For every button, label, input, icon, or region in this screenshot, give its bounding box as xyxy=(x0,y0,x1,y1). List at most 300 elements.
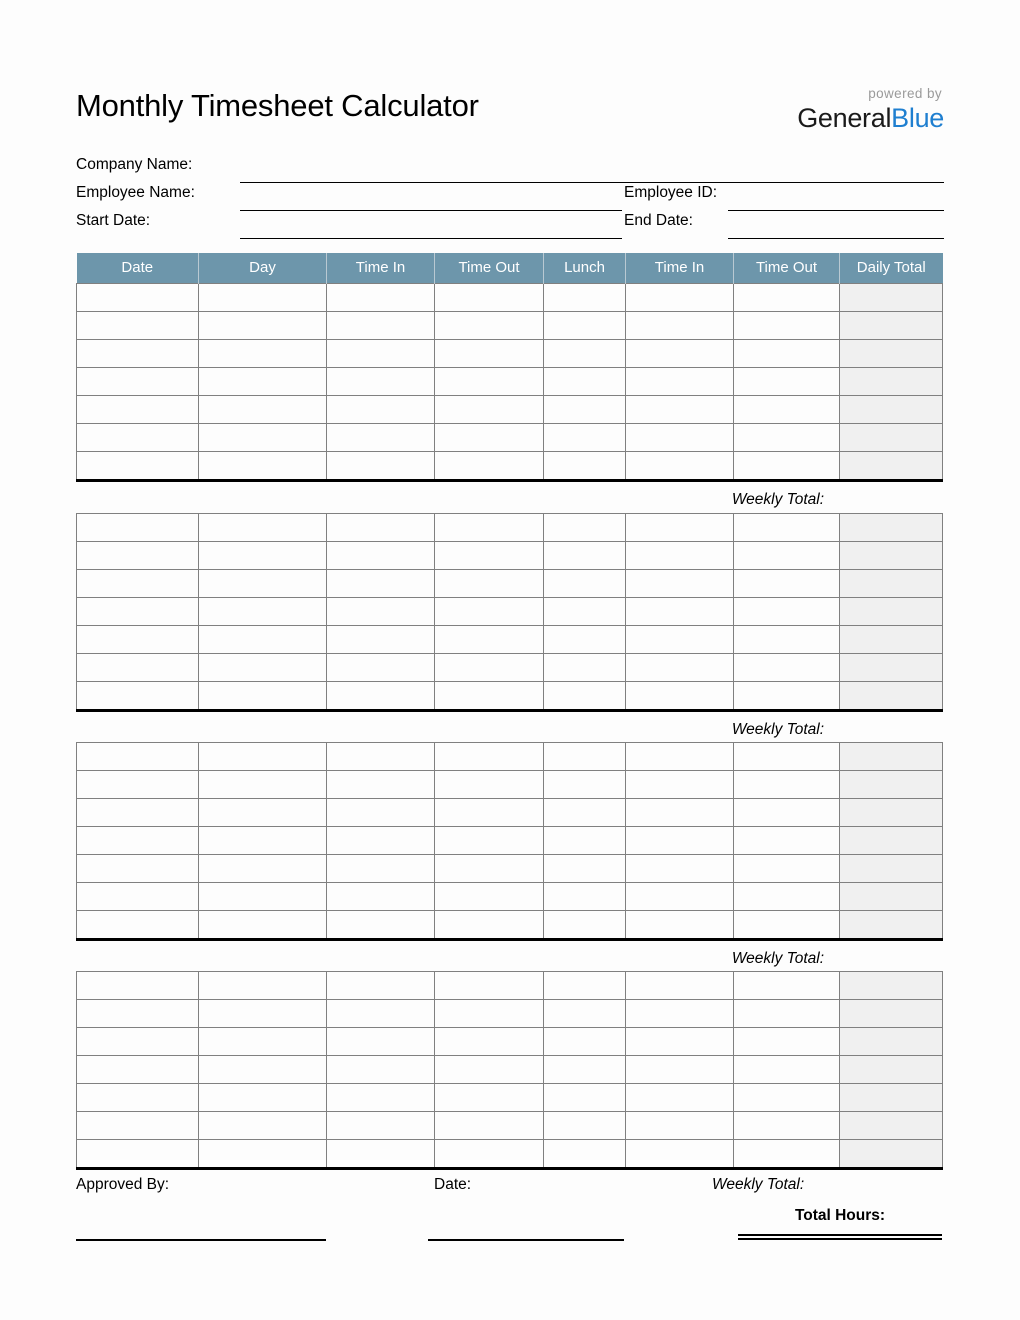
cell-time-in[interactable] xyxy=(327,452,435,481)
cell-lunch[interactable] xyxy=(544,682,626,711)
cell-time-in[interactable] xyxy=(327,682,435,711)
column-header-time-in-5: Time In xyxy=(626,253,734,284)
brand-logo xyxy=(797,87,944,132)
table-body-4 xyxy=(77,972,943,1169)
cell-lunch[interactable] xyxy=(544,452,626,481)
cell-time-in[interactable] xyxy=(626,1056,734,1084)
table-body-2 xyxy=(77,514,943,711)
cell-time-out[interactable] xyxy=(734,911,840,940)
cell-time-out[interactable] xyxy=(734,570,840,598)
cell-day[interactable] xyxy=(199,682,327,711)
cell-lunch[interactable] xyxy=(544,743,626,771)
cell-time-out[interactable] xyxy=(435,654,544,682)
cell-time-out[interactable] xyxy=(435,340,544,368)
cell-time-out[interactable] xyxy=(435,284,544,312)
cell-day[interactable] xyxy=(199,883,327,911)
cell-time-in[interactable] xyxy=(626,1000,734,1028)
table-row xyxy=(77,396,943,424)
cell-lunch[interactable] xyxy=(544,855,626,883)
cell-date[interactable] xyxy=(77,1056,199,1084)
cell-time-in[interactable] xyxy=(327,799,435,827)
table-row xyxy=(77,424,943,452)
cell-time-in[interactable] xyxy=(626,682,734,711)
cell-time-in[interactable] xyxy=(327,284,435,312)
cell-time-in[interactable] xyxy=(327,771,435,799)
weekly-total-2: Weekly Total: xyxy=(731,721,824,738)
cell-time-in[interactable] xyxy=(626,452,734,481)
cell-time-in[interactable] xyxy=(626,424,734,452)
cell-time-out[interactable] xyxy=(734,424,840,452)
table-row xyxy=(77,1056,943,1084)
table-header-row xyxy=(77,253,943,284)
cell-time-out[interactable] xyxy=(435,312,544,340)
cell-time-out[interactable] xyxy=(435,514,544,542)
cell-time-in[interactable] xyxy=(626,654,734,682)
cell-time-in[interactable] xyxy=(626,743,734,771)
cell-daily-total[interactable] xyxy=(840,855,943,883)
cell-time-in[interactable] xyxy=(626,911,734,940)
cell-time-in[interactable] xyxy=(626,542,734,570)
cell-time-in[interactable] xyxy=(626,771,734,799)
employee-name-label: Employee Name: xyxy=(76,184,195,201)
cell-date[interactable] xyxy=(77,911,199,940)
cell-daily-total[interactable] xyxy=(840,1084,943,1112)
cell-lunch[interactable] xyxy=(544,911,626,940)
brand-name-general: General xyxy=(797,102,892,133)
table-row xyxy=(77,368,943,396)
cell-lunch[interactable] xyxy=(544,883,626,911)
column-header-time-out-3: Time Out xyxy=(435,253,544,284)
cell-time-in[interactable] xyxy=(327,542,435,570)
cell-lunch[interactable] xyxy=(544,570,626,598)
cell-date[interactable] xyxy=(77,368,199,396)
cell-lunch[interactable] xyxy=(544,514,626,542)
timesheet-table-1 xyxy=(76,253,943,482)
cell-date[interactable] xyxy=(77,284,199,312)
cell-time-out[interactable] xyxy=(734,312,840,340)
cell-day[interactable] xyxy=(199,340,327,368)
page-title: Monthly Timesheet Calculator xyxy=(76,88,479,123)
cell-time-in[interactable] xyxy=(327,312,435,340)
cell-time-in[interactable] xyxy=(626,368,734,396)
cell-time-out[interactable] xyxy=(734,682,840,711)
cell-daily-total[interactable] xyxy=(840,827,943,855)
cell-time-out[interactable] xyxy=(435,396,544,424)
cell-daily-total[interactable] xyxy=(840,424,943,452)
end-date-input[interactable] xyxy=(728,238,944,239)
cell-day[interactable] xyxy=(199,312,327,340)
cell-time-in[interactable] xyxy=(327,626,435,654)
footer-weekly-total-label: Weekly Total: xyxy=(712,1176,805,1193)
cell-date[interactable] xyxy=(77,312,199,340)
cell-date[interactable] xyxy=(77,542,199,570)
cell-time-out[interactable] xyxy=(734,972,840,1000)
cell-time-out[interactable] xyxy=(734,1140,840,1169)
cell-time-out[interactable] xyxy=(734,452,840,481)
cell-daily-total[interactable] xyxy=(840,340,943,368)
cell-date[interactable] xyxy=(77,743,199,771)
cell-lunch[interactable] xyxy=(544,424,626,452)
column-header-daily-total-7: Daily Total xyxy=(840,253,943,284)
cell-daily-total[interactable] xyxy=(840,570,943,598)
timesheet-block-2 xyxy=(76,513,942,712)
approved-by-label: Approved By: xyxy=(76,1176,170,1193)
weekly-total-3: Weekly Total: xyxy=(731,950,824,967)
table-row xyxy=(77,340,943,368)
cell-daily-total[interactable] xyxy=(840,771,943,799)
table-row xyxy=(77,883,943,911)
table-row xyxy=(77,626,943,654)
cell-daily-total[interactable] xyxy=(840,368,943,396)
cell-day[interactable] xyxy=(199,514,327,542)
cell-time-out[interactable] xyxy=(734,799,840,827)
timesheet-block-3 xyxy=(76,742,942,941)
cell-time-out[interactable] xyxy=(734,883,840,911)
column-header-day-1: Day xyxy=(199,253,327,284)
cell-lunch[interactable] xyxy=(544,1140,626,1169)
cell-time-out[interactable] xyxy=(734,396,840,424)
cell-time-out[interactable] xyxy=(435,1140,544,1169)
cell-day[interactable] xyxy=(199,396,327,424)
table-row xyxy=(77,855,943,883)
cell-time-in[interactable] xyxy=(626,1028,734,1056)
cell-time-in[interactable] xyxy=(327,598,435,626)
cell-date[interactable] xyxy=(77,514,199,542)
cell-date[interactable] xyxy=(77,598,199,626)
cell-daily-total[interactable] xyxy=(840,1056,943,1084)
table-row xyxy=(77,827,943,855)
cell-daily-total[interactable] xyxy=(840,598,943,626)
cell-date[interactable] xyxy=(77,682,199,711)
cell-time-in[interactable] xyxy=(327,1140,435,1169)
footer-date-line[interactable] xyxy=(428,1239,624,1241)
timesheet-block-1 xyxy=(76,253,942,482)
cell-time-in[interactable] xyxy=(327,1084,435,1112)
weekly-total-1: Weekly Total: xyxy=(731,491,824,508)
cell-day[interactable] xyxy=(199,424,327,452)
table-row xyxy=(77,654,943,682)
cell-time-in[interactable] xyxy=(626,396,734,424)
cell-lunch[interactable] xyxy=(544,626,626,654)
cell-time-in[interactable] xyxy=(327,911,435,940)
cell-lunch[interactable] xyxy=(544,284,626,312)
table-row xyxy=(77,1112,943,1140)
table-row xyxy=(77,284,943,312)
cell-day[interactable] xyxy=(199,743,327,771)
cell-time-out[interactable] xyxy=(734,1000,840,1028)
brand-name xyxy=(797,102,944,133)
cell-time-out[interactable] xyxy=(435,598,544,626)
cell-time-in[interactable] xyxy=(626,1084,734,1112)
timesheet-table-4 xyxy=(76,971,943,1170)
cell-date[interactable] xyxy=(77,1140,199,1169)
cell-lunch[interactable] xyxy=(544,799,626,827)
cell-time-out[interactable] xyxy=(435,1056,544,1084)
cell-daily-total[interactable] xyxy=(840,1028,943,1056)
cell-time-out[interactable] xyxy=(734,855,840,883)
cell-time-in[interactable] xyxy=(327,827,435,855)
employee-id-label: Employee ID: xyxy=(624,184,718,201)
cell-day[interactable] xyxy=(199,855,327,883)
cell-lunch[interactable] xyxy=(544,771,626,799)
cell-time-in[interactable] xyxy=(327,654,435,682)
cell-lunch[interactable] xyxy=(544,1056,626,1084)
cell-daily-total[interactable] xyxy=(840,312,943,340)
cell-day[interactable] xyxy=(199,972,327,1000)
table-row xyxy=(77,743,943,771)
cell-time-in[interactable] xyxy=(327,1028,435,1056)
document-footer xyxy=(76,1176,942,1246)
cell-daily-total[interactable] xyxy=(840,799,943,827)
cell-day[interactable] xyxy=(199,911,327,940)
cell-date[interactable] xyxy=(77,452,199,481)
cell-day[interactable] xyxy=(199,570,327,598)
cell-time-in[interactable] xyxy=(626,827,734,855)
cell-time-in[interactable] xyxy=(327,396,435,424)
cell-time-out[interactable] xyxy=(435,799,544,827)
cell-date[interactable] xyxy=(77,570,199,598)
cell-time-out[interactable] xyxy=(734,1056,840,1084)
cell-daily-total[interactable] xyxy=(840,626,943,654)
cell-lunch[interactable] xyxy=(544,1000,626,1028)
cell-time-out[interactable] xyxy=(435,1112,544,1140)
cell-date[interactable] xyxy=(77,799,199,827)
cell-time-out[interactable] xyxy=(435,570,544,598)
cell-time-out[interactable] xyxy=(435,883,544,911)
cell-time-out[interactable] xyxy=(435,827,544,855)
cell-time-in[interactable] xyxy=(626,284,734,312)
cell-time-out[interactable] xyxy=(734,542,840,570)
cell-time-out[interactable] xyxy=(435,972,544,1000)
cell-time-out[interactable] xyxy=(734,827,840,855)
cell-time-in[interactable] xyxy=(327,1056,435,1084)
cell-time-in[interactable] xyxy=(626,626,734,654)
start-date-label: Start Date: xyxy=(76,212,151,229)
timesheet-table-2 xyxy=(76,513,943,712)
cell-daily-total[interactable] xyxy=(840,972,943,1000)
cell-lunch[interactable] xyxy=(544,1028,626,1056)
cell-time-out[interactable] xyxy=(734,1112,840,1140)
table-row xyxy=(77,598,943,626)
cell-daily-total[interactable] xyxy=(840,911,943,940)
cell-time-in[interactable] xyxy=(327,368,435,396)
cell-time-out[interactable] xyxy=(734,514,840,542)
cell-time-out[interactable] xyxy=(734,340,840,368)
cell-lunch[interactable] xyxy=(544,340,626,368)
cell-date[interactable] xyxy=(77,626,199,654)
cell-time-in[interactable] xyxy=(626,855,734,883)
cell-date[interactable] xyxy=(77,1112,199,1140)
cell-time-out[interactable] xyxy=(734,598,840,626)
cell-day[interactable] xyxy=(199,1140,327,1169)
cell-time-in[interactable] xyxy=(327,855,435,883)
cell-date[interactable] xyxy=(77,972,199,1000)
cell-time-out[interactable] xyxy=(734,771,840,799)
cell-time-out[interactable] xyxy=(734,743,840,771)
cell-time-out[interactable] xyxy=(734,284,840,312)
cell-daily-total[interactable] xyxy=(840,1112,943,1140)
employee-name-input[interactable] xyxy=(240,210,622,211)
cell-date[interactable] xyxy=(77,424,199,452)
cell-lunch[interactable] xyxy=(544,972,626,1000)
cell-day[interactable] xyxy=(199,1084,327,1112)
table-row xyxy=(77,1000,943,1028)
employee-name-row xyxy=(76,184,944,212)
approved-by-signature-line[interactable] xyxy=(76,1239,326,1241)
cell-time-out[interactable] xyxy=(435,542,544,570)
cell-daily-total[interactable] xyxy=(840,284,943,312)
cell-date[interactable] xyxy=(77,654,199,682)
table-row xyxy=(77,312,943,340)
column-header-date-0: Date xyxy=(77,253,199,284)
cell-date[interactable] xyxy=(77,827,199,855)
table-row xyxy=(77,972,943,1000)
cell-date[interactable] xyxy=(77,396,199,424)
cell-time-in[interactable] xyxy=(626,972,734,1000)
cell-time-out[interactable] xyxy=(734,654,840,682)
timesheet-table-3 xyxy=(76,742,943,941)
cell-time-in[interactable] xyxy=(327,514,435,542)
cell-lunch[interactable] xyxy=(544,654,626,682)
table-row xyxy=(77,771,943,799)
cell-daily-total[interactable] xyxy=(840,1000,943,1028)
cell-time-in[interactable] xyxy=(327,883,435,911)
table-row xyxy=(77,1140,943,1169)
cell-day[interactable] xyxy=(199,452,327,481)
cell-lunch[interactable] xyxy=(544,542,626,570)
cell-daily-total[interactable] xyxy=(840,452,943,481)
cell-time-in[interactable] xyxy=(626,340,734,368)
cell-time-in[interactable] xyxy=(626,598,734,626)
employee-id-input[interactable] xyxy=(728,210,944,211)
cell-time-out[interactable] xyxy=(734,626,840,654)
table-body-1 xyxy=(77,284,943,481)
cell-time-in[interactable] xyxy=(327,424,435,452)
cell-time-in[interactable] xyxy=(327,340,435,368)
form-fields xyxy=(76,156,944,238)
cell-date[interactable] xyxy=(77,1084,199,1112)
cell-date[interactable] xyxy=(77,883,199,911)
table-row xyxy=(77,799,943,827)
cell-date[interactable] xyxy=(77,1000,199,1028)
column-header-time-in-2: Time In xyxy=(327,253,435,284)
cell-time-out[interactable] xyxy=(734,368,840,396)
cell-daily-total[interactable] xyxy=(840,1140,943,1169)
cell-time-out[interactable] xyxy=(435,1028,544,1056)
brand-name-blue: Blue xyxy=(891,102,944,133)
cell-day[interactable] xyxy=(199,771,327,799)
cell-time-in[interactable] xyxy=(327,1112,435,1140)
start-date-row xyxy=(76,212,944,240)
cell-daily-total[interactable] xyxy=(840,514,943,542)
table-row xyxy=(77,911,943,940)
cell-time-out[interactable] xyxy=(435,911,544,940)
cell-lunch[interactable] xyxy=(544,1112,626,1140)
cell-day[interactable] xyxy=(199,654,327,682)
cell-time-out[interactable] xyxy=(435,855,544,883)
cell-lunch[interactable] xyxy=(544,827,626,855)
cell-time-in[interactable] xyxy=(327,570,435,598)
cell-daily-total[interactable] xyxy=(840,396,943,424)
cell-lunch[interactable] xyxy=(544,598,626,626)
cell-time-in[interactable] xyxy=(626,514,734,542)
table-row xyxy=(77,570,943,598)
cell-time-out[interactable] xyxy=(435,771,544,799)
company-name-input[interactable] xyxy=(240,182,944,183)
cell-lunch[interactable] xyxy=(544,312,626,340)
cell-lunch[interactable] xyxy=(544,1084,626,1112)
cell-time-out[interactable] xyxy=(435,626,544,654)
cell-day[interactable] xyxy=(199,1000,327,1028)
cell-time-in[interactable] xyxy=(626,799,734,827)
cell-time-out[interactable] xyxy=(435,452,544,481)
cell-day[interactable] xyxy=(199,1056,327,1084)
end-date-label: End Date: xyxy=(624,212,693,229)
cell-date[interactable] xyxy=(77,340,199,368)
cell-time-in[interactable] xyxy=(626,1140,734,1169)
cell-day[interactable] xyxy=(199,827,327,855)
cell-time-out[interactable] xyxy=(435,368,544,396)
cell-time-out[interactable] xyxy=(435,682,544,711)
table-header xyxy=(77,253,943,284)
company-name-row xyxy=(76,156,944,184)
cell-time-out[interactable] xyxy=(435,1000,544,1028)
cell-daily-total[interactable] xyxy=(840,542,943,570)
table-row xyxy=(77,514,943,542)
cell-time-out[interactable] xyxy=(734,1028,840,1056)
cell-time-out[interactable] xyxy=(734,1084,840,1112)
cell-time-out[interactable] xyxy=(435,1084,544,1112)
cell-day[interactable] xyxy=(199,799,327,827)
cell-lunch[interactable] xyxy=(544,368,626,396)
cell-time-in[interactable] xyxy=(626,1112,734,1140)
column-header-lunch-4: Lunch xyxy=(544,253,626,284)
cell-daily-total[interactable] xyxy=(840,654,943,682)
timesheet-block-4 xyxy=(76,971,942,1170)
powered-by-label: powered by xyxy=(868,86,942,101)
cell-day[interactable] xyxy=(199,284,327,312)
cell-time-in[interactable] xyxy=(327,1000,435,1028)
cell-time-in[interactable] xyxy=(626,570,734,598)
cell-day[interactable] xyxy=(199,368,327,396)
cell-day[interactable] xyxy=(199,1112,327,1140)
cell-day[interactable] xyxy=(199,626,327,654)
cell-time-in[interactable] xyxy=(327,743,435,771)
column-header-time-out-6: Time Out xyxy=(734,253,840,284)
cell-time-in[interactable] xyxy=(626,312,734,340)
cell-time-in[interactable] xyxy=(327,972,435,1000)
footer-date-label: Date: xyxy=(434,1176,472,1193)
cell-date[interactable] xyxy=(77,1028,199,1056)
start-date-input[interactable] xyxy=(240,238,622,239)
cell-daily-total[interactable] xyxy=(840,682,943,711)
document-header xyxy=(76,88,944,150)
table-body-3 xyxy=(77,743,943,940)
total-hours-label: Total Hours: xyxy=(794,1207,886,1224)
cell-day[interactable] xyxy=(199,542,327,570)
cell-date[interactable] xyxy=(77,771,199,799)
cell-date[interactable] xyxy=(77,855,199,883)
cell-time-in[interactable] xyxy=(626,883,734,911)
cell-time-out[interactable] xyxy=(435,424,544,452)
cell-lunch[interactable] xyxy=(544,396,626,424)
cell-daily-total[interactable] xyxy=(840,743,943,771)
table-row xyxy=(77,452,943,481)
cell-day[interactable] xyxy=(199,1028,327,1056)
cell-day[interactable] xyxy=(199,598,327,626)
cell-time-out[interactable] xyxy=(435,743,544,771)
cell-daily-total[interactable] xyxy=(840,883,943,911)
